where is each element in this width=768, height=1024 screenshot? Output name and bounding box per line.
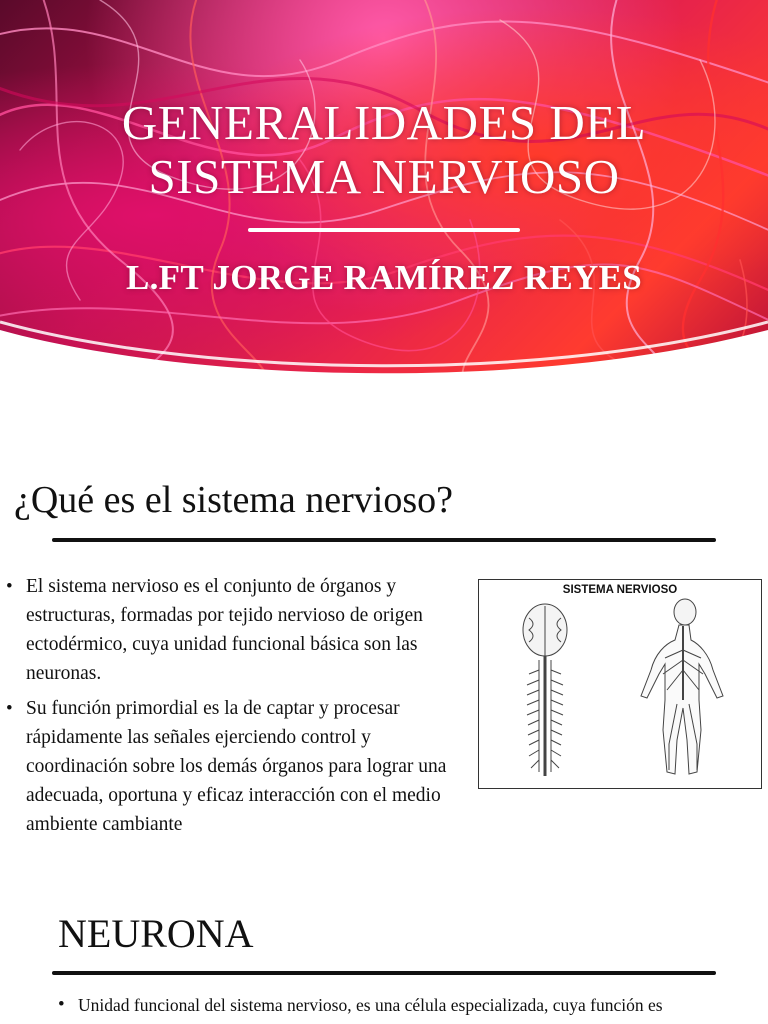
nervous-system-figure xyxy=(478,579,762,789)
bullet-icon: • xyxy=(6,698,13,719)
bullet-list xyxy=(58,992,758,1024)
title-underline xyxy=(52,971,716,975)
bullet-text: Unidad funcional del sistema nervioso, es una célula especializada, cuya función es xyxy=(78,995,663,1015)
title-divider xyxy=(248,228,520,232)
list-item xyxy=(58,992,758,1018)
bullet-list xyxy=(6,572,472,845)
list-item xyxy=(6,694,472,839)
title-underline xyxy=(52,538,716,542)
bullet-icon: • xyxy=(58,994,65,1015)
human-body-icon xyxy=(641,599,723,774)
bullet-icon: • xyxy=(6,576,13,597)
white-wave-divider xyxy=(0,300,768,392)
figure-caption: SISTEMA NERVIOSO xyxy=(562,584,678,596)
slide-title: NEURONA xyxy=(58,911,254,956)
title-slide xyxy=(0,0,768,392)
nervous-system-illustration xyxy=(479,580,761,788)
presentation-title xyxy=(0,96,768,204)
bullet-text: Su función primordial es la de captar y procesar rápidamente las señales ejerciendo control y coordinación sobre los demás órganos para lograr una adecuada, oportuna y eficaz interacción con el medio ambiente cambiante xyxy=(26,698,447,835)
author-name: L.FT JORGE RAMÍREZ REYES xyxy=(125,258,643,297)
list-item xyxy=(6,572,472,688)
title-line-1: GENERALIDADES DEL xyxy=(121,95,647,150)
slide-title: ¿Qué es el sistema nervioso? xyxy=(14,479,453,521)
bullet-text: El sistema nervioso es el conjunto de órganos y estructuras, formadas por tejido nervioso de origen ectodérmico, cuya unidad funcional básica son las neuronas. xyxy=(26,576,423,684)
title-line-2: SISTEMA NERVIOSO xyxy=(148,149,620,204)
